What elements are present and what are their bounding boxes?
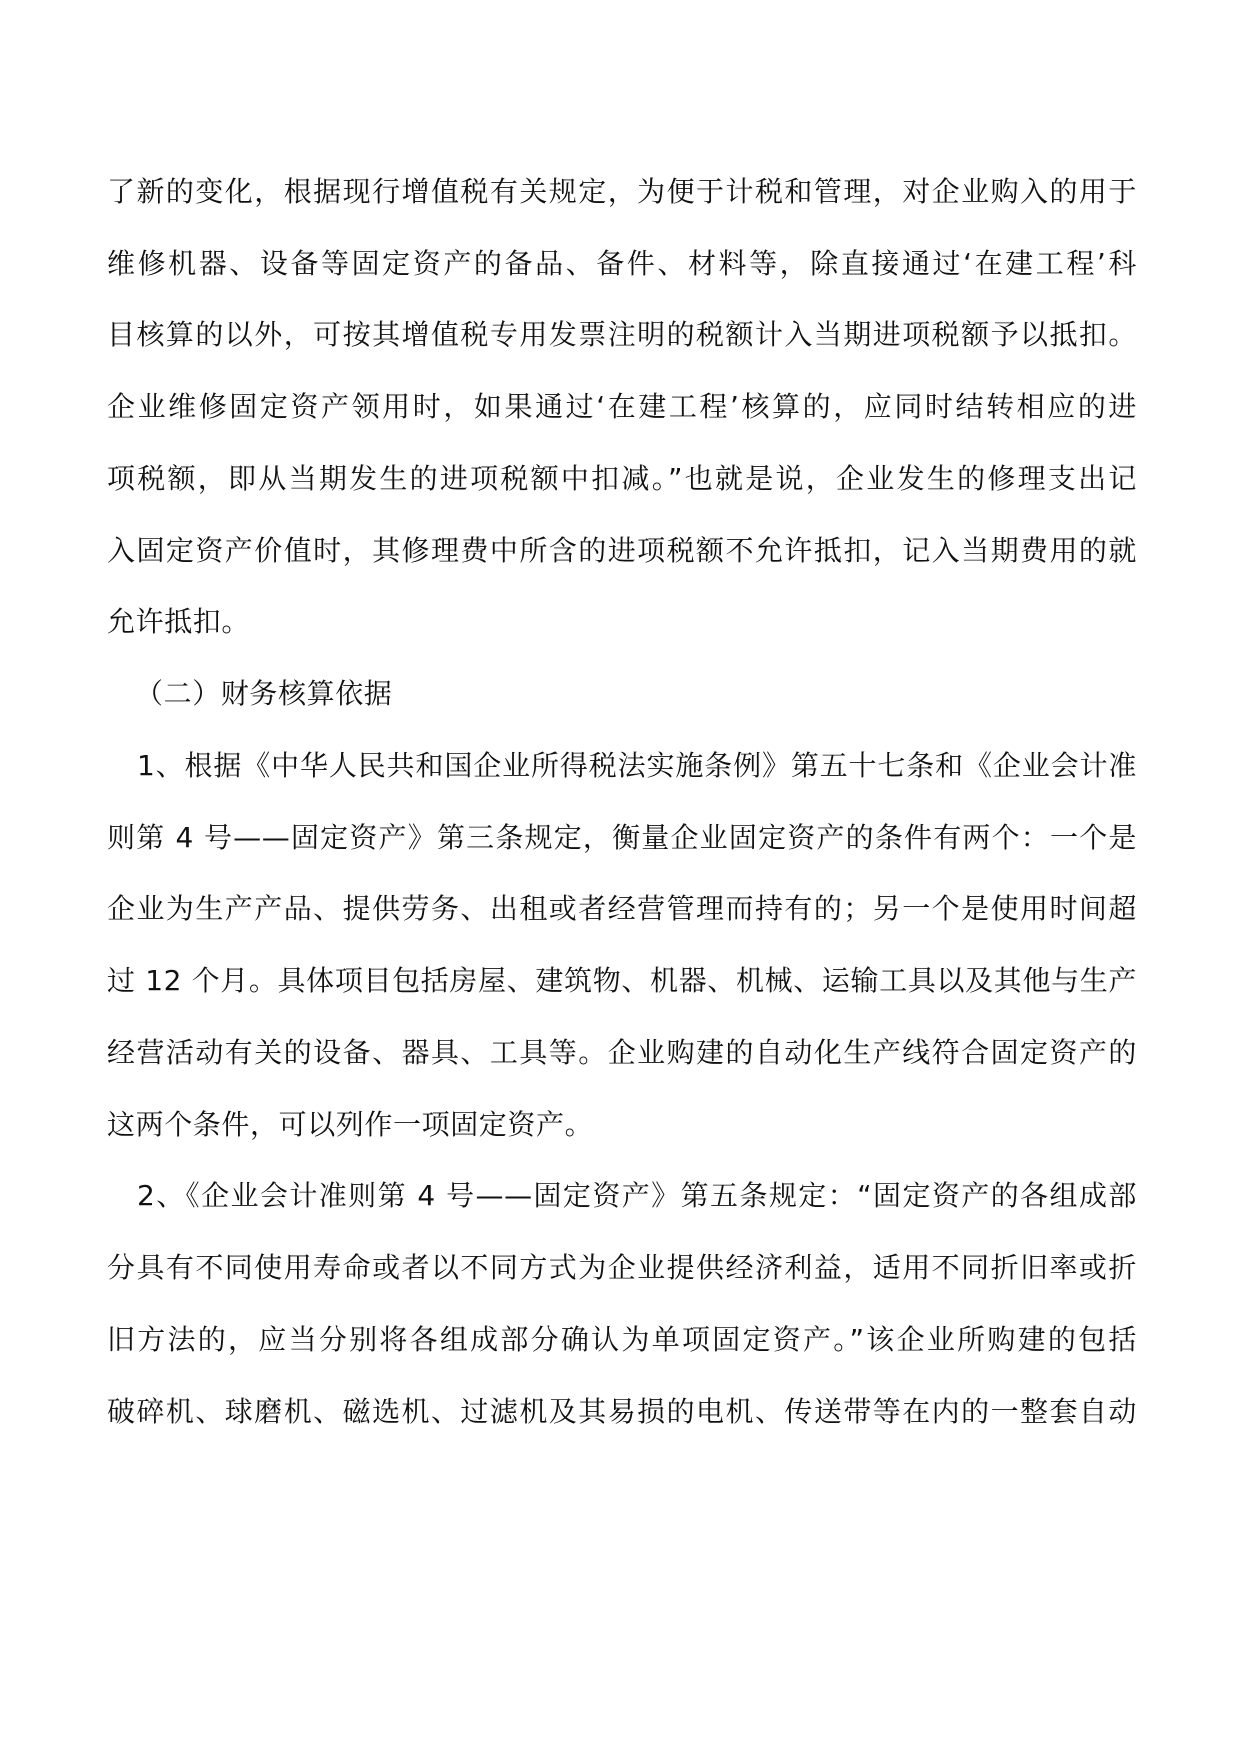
- section-heading: （二）财务核算依据: [135, 677, 393, 710]
- text-line: 允许抵扣。: [107, 605, 251, 638]
- text-line: 2、《企业会计准则第 4 号——固定资产》第五条规定：“固定资产的各组成部: [137, 1179, 1137, 1212]
- text-line: 1、根据《中华人民共和国企业所得税法实施条例》第五十七条和《企业会计准: [137, 749, 1137, 782]
- text-line: 企业为生产产品、提供劳务、出租或者经营管理而持有的；另一个是使用时间超: [107, 892, 1137, 925]
- text-line: 这两个条件，可以列作一项固定资产。: [107, 1108, 594, 1141]
- text-line: 企业维修固定资产领用时，如果通过‘在建工程’核算的，应同时结转相应的进: [107, 390, 1137, 423]
- text-line: 则第 4 号——固定资产》第三条规定，衡量企业固定资产的条件有两个：一个是: [107, 821, 1137, 854]
- text-line: 经营活动有关的设备、器具、工具等。企业购建的自动化生产线符合固定资产的: [107, 1036, 1137, 1069]
- text-line: 分具有不同使用寿命或者以不同方式为企业提供经济利益，适用不同折旧率或折: [107, 1251, 1137, 1284]
- text-line: 了新的变化，根据现行增值税有关规定，为便于计税和管理，对企业购入的用于: [107, 175, 1137, 208]
- text-line: 旧方法的，应当分别将各组成部分确认为单项固定资产。”该企业所购建的包括: [107, 1323, 1137, 1356]
- text-line: 项税额，即从当期发生的进项税额中扣减。”也就是说，企业发生的修理支出记: [107, 462, 1137, 495]
- text-line: 入固定资产价值时，其修理费中所含的进项税额不允许抵扣，记入当期费用的就: [107, 534, 1137, 567]
- text-line: 目核算的以外，可按其增值税专用发票注明的税额计入当期进项税额予以抵扣。: [107, 318, 1137, 351]
- text-line: 破碎机、球磨机、磁选机、过滤机及其易损的电机、传送带等在内的一整套自动: [107, 1395, 1137, 1428]
- text-line: 过 12 个月。具体项目包括房屋、建筑物、机器、机械、运输工具以及其他与生产: [107, 964, 1137, 997]
- text-line: 维修机器、设备等固定资产的备品、备件、材料等，除直接通过‘在建工程’科: [107, 247, 1137, 280]
